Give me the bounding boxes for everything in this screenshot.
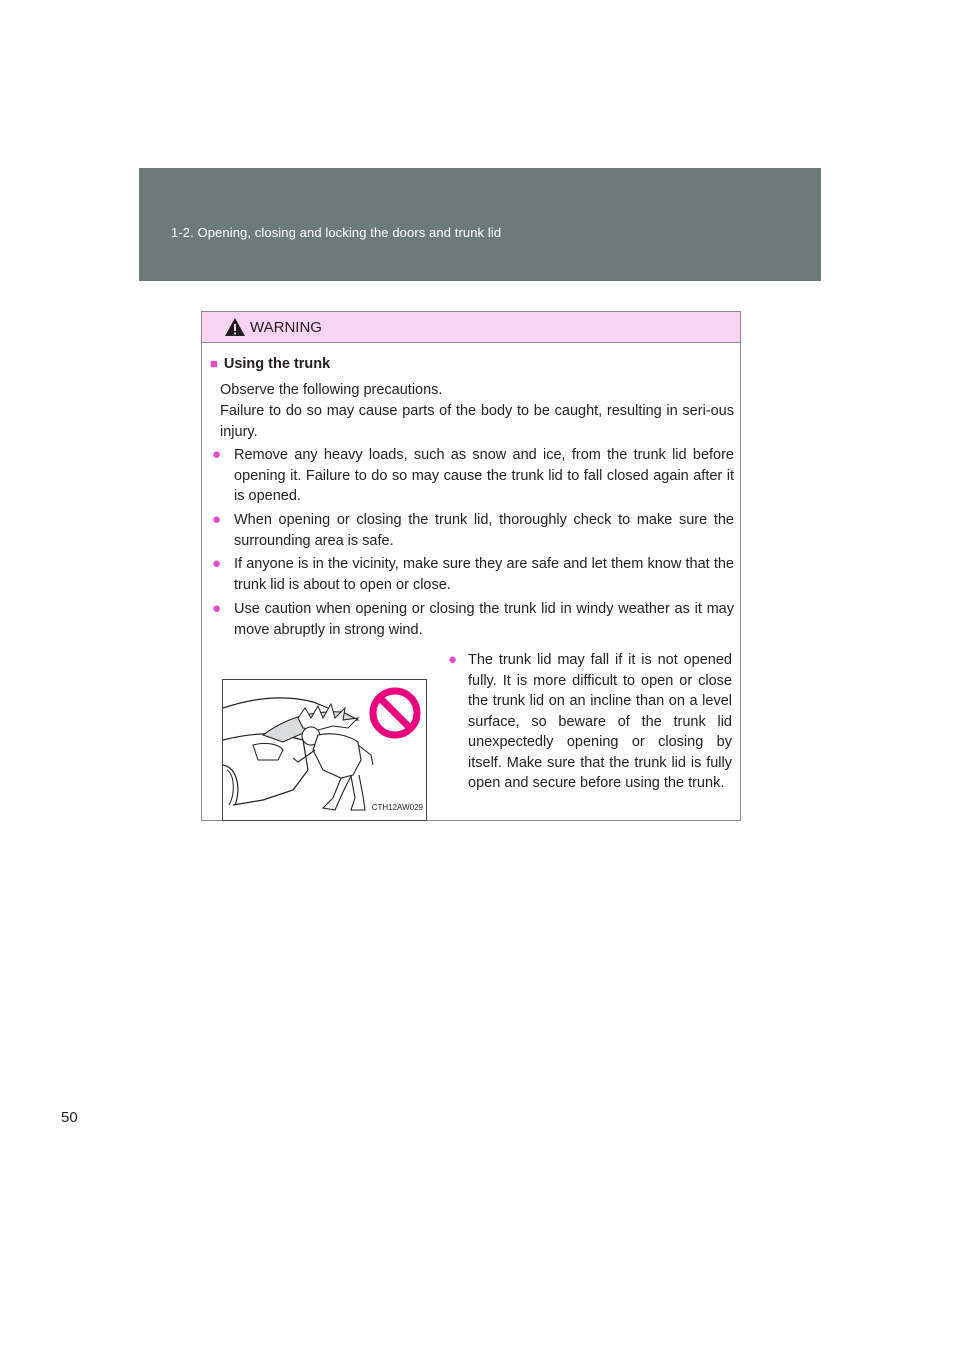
bullet-text: If anyone is in the vicinity, make sure they are safe and let them know that the trunk lid is about to open or close. [234, 556, 734, 593]
bullet-item [212, 510, 734, 551]
bullet-item [212, 445, 734, 507]
bullet-dot-icon: ● [212, 511, 222, 528]
bullet-dot-icon: ● [212, 600, 222, 617]
subheading-text: Using the trunk [223, 356, 331, 372]
square-bullet-icon: ■ [210, 356, 218, 371]
subheading [210, 354, 330, 375]
trunk-illustration [222, 679, 427, 821]
bullet-item [212, 599, 734, 640]
intro-line-2: Failure to do so may cause parts of the body to be caught, resulting in seri-ous injury. [220, 403, 734, 440]
bullet-item [212, 554, 734, 595]
side-bullet-text: The trunk lid may fall if it is not opened fully. It is more difficult to open or close the trunk lid on an incline than on a level surface, so beware of the trunk lid unexpectedly opening or closing by itself. Make sure that the trunk lid is fully open and secure before using the trunk. [468, 652, 732, 791]
bullet-text: Remove any heavy loads, such as snow and ice, from the trunk lid before opening it. Failure to do so may cause the trunk lid to fall closed again after it is opened. [234, 447, 734, 504]
warning-triangle-icon [224, 317, 246, 337]
intro-line-1: Observe the following precautions. [220, 382, 443, 398]
bullet-text: Use caution when opening or closing the trunk lid in windy weather as it may move abruptly in strong wind. [234, 601, 734, 638]
illustration-code: CTH12AW029 [371, 802, 423, 812]
bullet-dot-icon: ● [212, 555, 222, 572]
bullet-dot-icon: ● [212, 446, 222, 463]
warning-header [202, 312, 740, 343]
bullet-text: When opening or closing the trunk lid, thoroughly check to make sure the surrounding area is safe. [234, 512, 734, 549]
warning-label: WARNING [250, 319, 322, 336]
warning-box [201, 311, 741, 821]
side-bullet-item [448, 650, 732, 794]
section-header-band [139, 168, 821, 281]
section-title: 1-2. Opening, closing and locking the doors and trunk lid [171, 225, 502, 240]
page-number: 50 [61, 1109, 78, 1126]
bullet-dot-icon: ● [448, 651, 458, 668]
